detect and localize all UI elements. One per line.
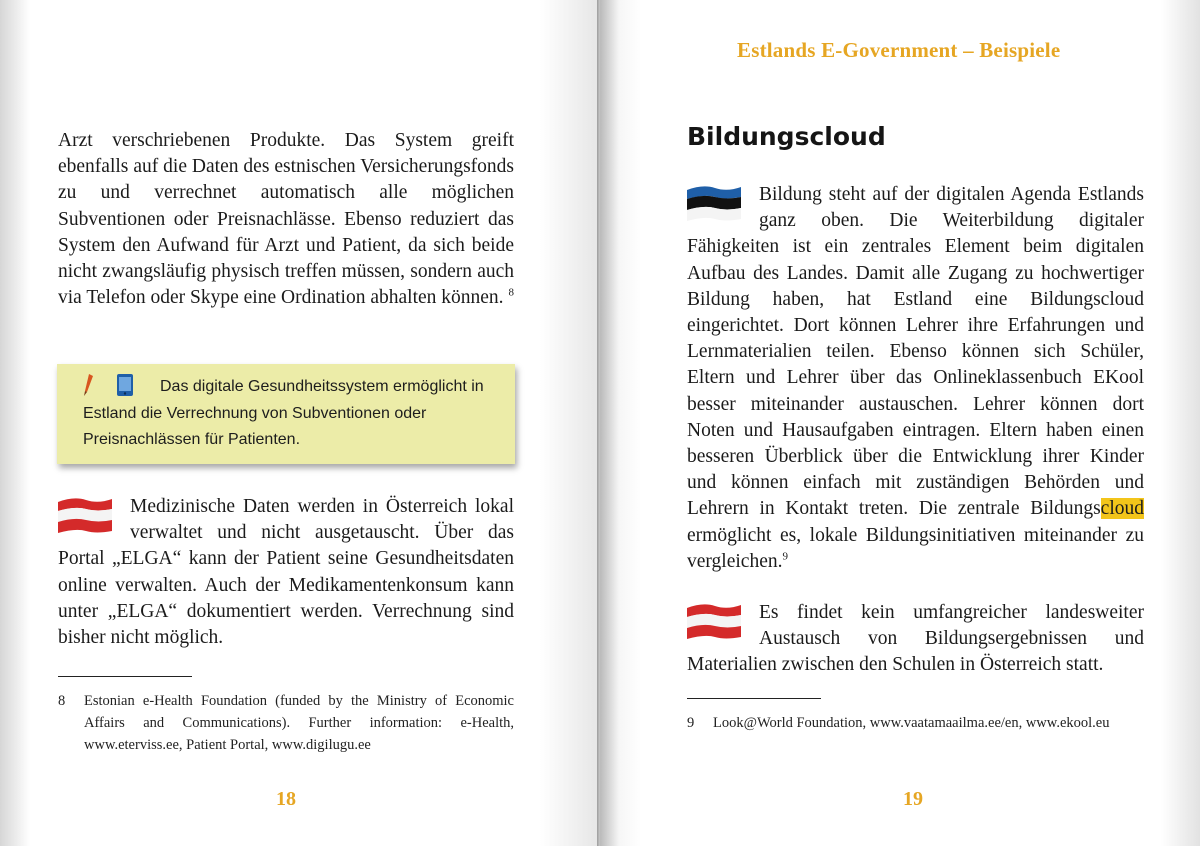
footnote-reference[interactable]: 8 [508, 286, 514, 299]
left-paragraph-text: Arzt verschriebenen Produkte. Das System greift ebenfalls auf die Daten des estnischen Versicherungsfonds zu und verrechnet automatisch alle möglichen Subventionen oder Preisnachlässe. Ebenso reduziert das System den Aufwand für Arzt und Patient, da sich beide nicht zwangsläufig physisch treffen müssen, sondern auch via Telefon oder Skype eine Ordination abhalten können. [58, 130, 514, 309]
section-title: Bildungscloud [687, 122, 886, 151]
footnote-text: Look@World Foundation, www.vaatamaailma.ee/en, www.ekool.eu [713, 715, 1110, 731]
left-austria-text: Medizinische Daten werden in Österreich lokal verwaltet und nicht ausgetauscht. Über das Portal „ELGA“ kann der Patient seine Gesundheitsdaten online verwalten. Auch der Medikamentenkonsum kann unter „ELGA“ dokumentiert werden. Verrechnung sind bisher nicht möglich. [58, 496, 514, 649]
flag-spacer [687, 600, 759, 650]
left-austria-paragraph [58, 494, 514, 651]
right-paragraph-text-end: ermöglicht es, lokale Bildungsinitiativen miteinander zu vergleichen. [687, 524, 1144, 572]
right-austria-text: Es findet kein umfangreicher landesweiter Austausch von Bildungsergebnissen und Materialien zwischen den Schulen in Österreich statt. [687, 602, 1144, 676]
footnote-rule [687, 698, 821, 699]
right-footnote [687, 712, 1143, 762]
left-page [0, 0, 599, 846]
footnote-number: 8 [58, 693, 66, 709]
footnote-number: 9 [687, 715, 695, 731]
flag-spacer [58, 494, 130, 544]
right-paragraph-text-start: Bildung steht auf der digitalen Agenda Estlands ganz oben. Die Weiterbildung digitaler Fähigkeiten ist ein zentrales Element beim digitalen Aufbau des Landes. Damit alle Zugang zu hochwertiger Bildung haben, hat Estland eine Bildungscloud eingerichtet. Dort können Lehrer ihre Erfahrungen und Lernmaterialien teilen. Ebenso können sich Schüler, Eltern und Lehrer über das Onlineklassenbuch EKool besser miteinander austauschen. Lehrer können dort Noten und Hausaufgaben eintragen. Eltern haben einen besseren Überblick über die Entwicklung ihrer Kinder und können einfach mit zuständigen Behörden und Lehrern in Kontakt treten. Die zentrale Bildungs [687, 184, 1144, 520]
page-number: 19 [903, 788, 923, 810]
left-paragraph [58, 128, 514, 311]
footnote-reference[interactable]: 9 [782, 550, 788, 563]
right-austria-paragraph [687, 600, 1144, 679]
page-number: 18 [276, 788, 296, 810]
info-box-text: Das digitale Gesundheitssystem ermöglicht in Estland die Verrechnung von Subventionen oder Preisnachlässen für Patienten. [83, 378, 484, 448]
running-head: Estlands E-Government – Beispiele [737, 38, 1061, 62]
footnote-text: Estonian e-Health Foundation (funded by the Ministry of Economic Affairs and Communications). Further information: e-Health, www.eterviss.ee, Patient Portal, www.digilugu.ee [84, 693, 514, 753]
right-page [601, 0, 1200, 846]
left-footnote [58, 690, 514, 760]
highlighted-word[interactable]: cloud [1100, 498, 1144, 520]
flag-spacer [687, 182, 759, 232]
right-paragraph [687, 182, 1144, 575]
info-box [57, 364, 515, 464]
footnote-rule [58, 676, 192, 677]
